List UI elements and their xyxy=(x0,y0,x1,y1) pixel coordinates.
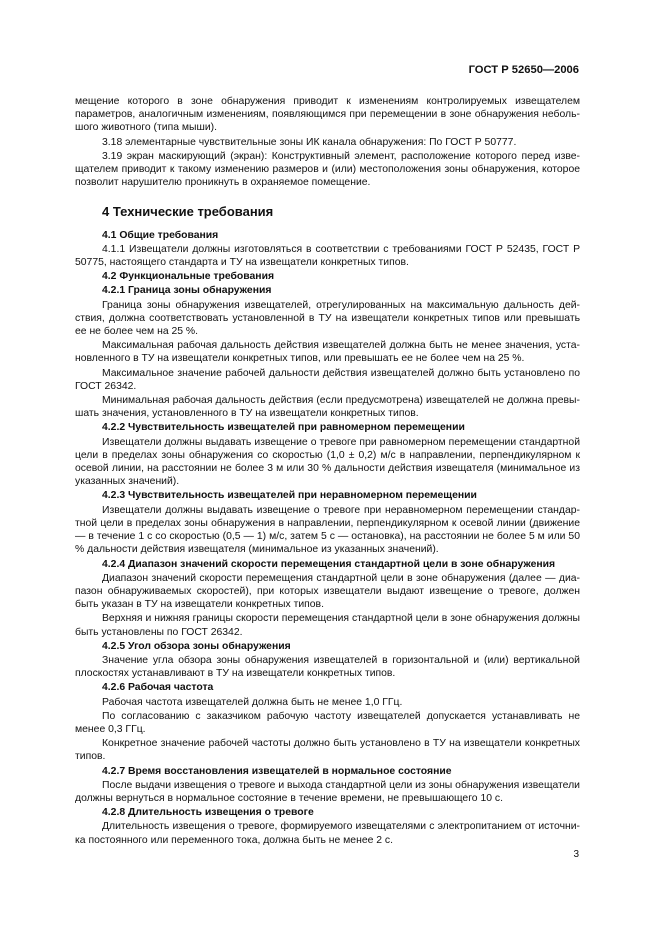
clause-4-2-7: После выдачи извещения о тревоге и выхода стандартной цели из зоны обнаружения извещатели должны вернуться в нормальное состояние в течение времени, не превышающего 10 с. xyxy=(75,779,580,804)
section-4-2-3-heading: 4.2.3 Чувствительность извещателей при неравномерном перемещении xyxy=(102,490,477,502)
definition-3-18: 3.18 элементарные чувствительные зоны ИК канала обнаружения: По ГОСТ Р 50777. xyxy=(102,136,517,148)
standard-header: ГОСТ Р 52650—2006 xyxy=(468,64,579,76)
section-4-1-heading: 4.1 Общие требования xyxy=(102,229,219,241)
body-text xyxy=(75,95,580,847)
section-4-heading: 4 Технические требования xyxy=(102,204,274,220)
clause-4-2-1-c: Максимальное значение рабочей дальности действия извещателей должно быть установлено по ГОСТ 26342. xyxy=(75,367,580,392)
clause-4-2-6-b: По согласованию с заказчиком рабочую частоту извещателей допускается устанавливать не менее 0,3 ГГц. xyxy=(75,710,580,735)
clause-4-2-4-b: Верхняя и нижняя границы скорости перемещения стандартной цели в зоне обнаружения должны быть установлены по ГОСТ 26342. xyxy=(75,613,580,638)
clause-4-2-1-b: Максимальная рабочая дальность действия извещателей должна быть не менее значения, установленного в ТУ на извещатели конкретных типов, или превышать ее не более чем на 25 %. xyxy=(75,340,580,365)
section-4-2-8-heading: 4.2.8 Длительность извещения о тревоге xyxy=(102,807,314,819)
clause-4-1-1: 4.1.1 Извещатели должны изготовляться в соответствии с требованиями ГОСТ Р 52435, ГОСТ Р 50775, настоящего стандарта и ТУ на извещатели конкретных типов. xyxy=(75,243,580,269)
clause-4-2-8: Длительность извещения о тревоге, формируемого извещателями с электропитанием от источника постоянного или переменного тока, должна быть не менее 2 с. xyxy=(75,821,580,846)
clause-4-2-6-c: Конкретное значение рабочей частоты должно быть установлено в ТУ на извещатели конкретных типов. xyxy=(75,738,580,763)
section-4-2-5-heading: 4.2.5 Угол обзора зоны обнаружения xyxy=(102,640,291,652)
section-4-2-1-heading: 4.2.1 Граница зоны обнаружения xyxy=(102,285,272,297)
section-4-2-6-heading: 4.2.6 Рабочая частота xyxy=(102,682,214,694)
clause-4-2-2: Извещатели должны выдавать извещение о тревоге при равномерном перемещении стандартной цели в пределах зоны обнаружения со скоростью (1,0 ± 0,2) м/с в направлении, перпендикулярном к осевой линии, на расстоянии не более 3 м или 30 % дальности действия извещателя (минимальное из указанных значений). xyxy=(75,436,580,488)
section-4-2-4-heading: 4.2.4 Диапазон значений скорости перемещения стандартной цели в зоне обнаружения xyxy=(102,558,556,570)
paragraph-continued: мещение которого в зоне обнаружения приводит к изменениям контролируемых извещателем параметров, аналогичным изменениям, появляющимся при перемещении в зоне обнаружения небольшого животного (типа мыши). xyxy=(75,96,580,134)
clause-4-2-1-a: Граница зоны обнаружения извещателей, отрегулированных на максимальную дальность действия, должна соответствовать установленной в ТУ на извещатели конкретных типов или превышать ее не более чем на 25 %. xyxy=(75,299,580,338)
clause-4-2-1-d: Минимальная рабочая дальность действия (если предусмотрена) извещателей не должна превышать значения, установленного в ТУ на извещатели конкретных типов. xyxy=(75,395,580,420)
page-number: 3 xyxy=(573,849,579,860)
clause-4-2-6-a: Рабочая частота извещателей должна быть не менее 1,0 ГГц. xyxy=(102,696,403,708)
clause-4-2-3: Извещатели должны выдавать извещение о тревоге при неравномерном перемещении стандартной цели в пределах зоны обнаружения в направлении, перпендикулярном к осевой линии (движение — в течение 1 с со скоростью (0,5 — 1) м/с, затем 5 с — остановка), на расстоянии не более 5 м или 50 % дальности действия извещателя (минимальное из указанных значений). xyxy=(75,504,580,556)
clause-4-2-4-a: Диапазон значений скорости перемещения стандартной цели в зоне обнаружения (далее — диапазон обнаруживаемых скоростей), при которых извещатели выдают извещение о тревоге, должен быть указан в ТУ на извещатели конкретных типов. xyxy=(75,572,580,611)
section-4-2-heading: 4.2 Функциональные требования xyxy=(102,271,275,283)
section-4-2-2-heading: 4.2.2 Чувствительность извещателей при равномерном перемещении xyxy=(102,422,465,434)
section-4-2-7-heading: 4.2.7 Время восстановления извещателей в нормальное состояние xyxy=(102,765,452,777)
definition-3-19: 3.19 экран маскирующий (экран): Конструктивный элемент, расположение которого перед извещателем приводит к такому изменению размеров и (или) местоположения зоны обнаружения, которое позволит нарушителю проникнуть в охраняемое помещение. xyxy=(75,150,580,189)
clause-4-2-5: Значение угла обзора зоны обнаружения извещателей в горизонтальной и (или) вертикальной плоскостях устанавливают в ТУ на извещатели конкретных типов. xyxy=(75,654,580,680)
